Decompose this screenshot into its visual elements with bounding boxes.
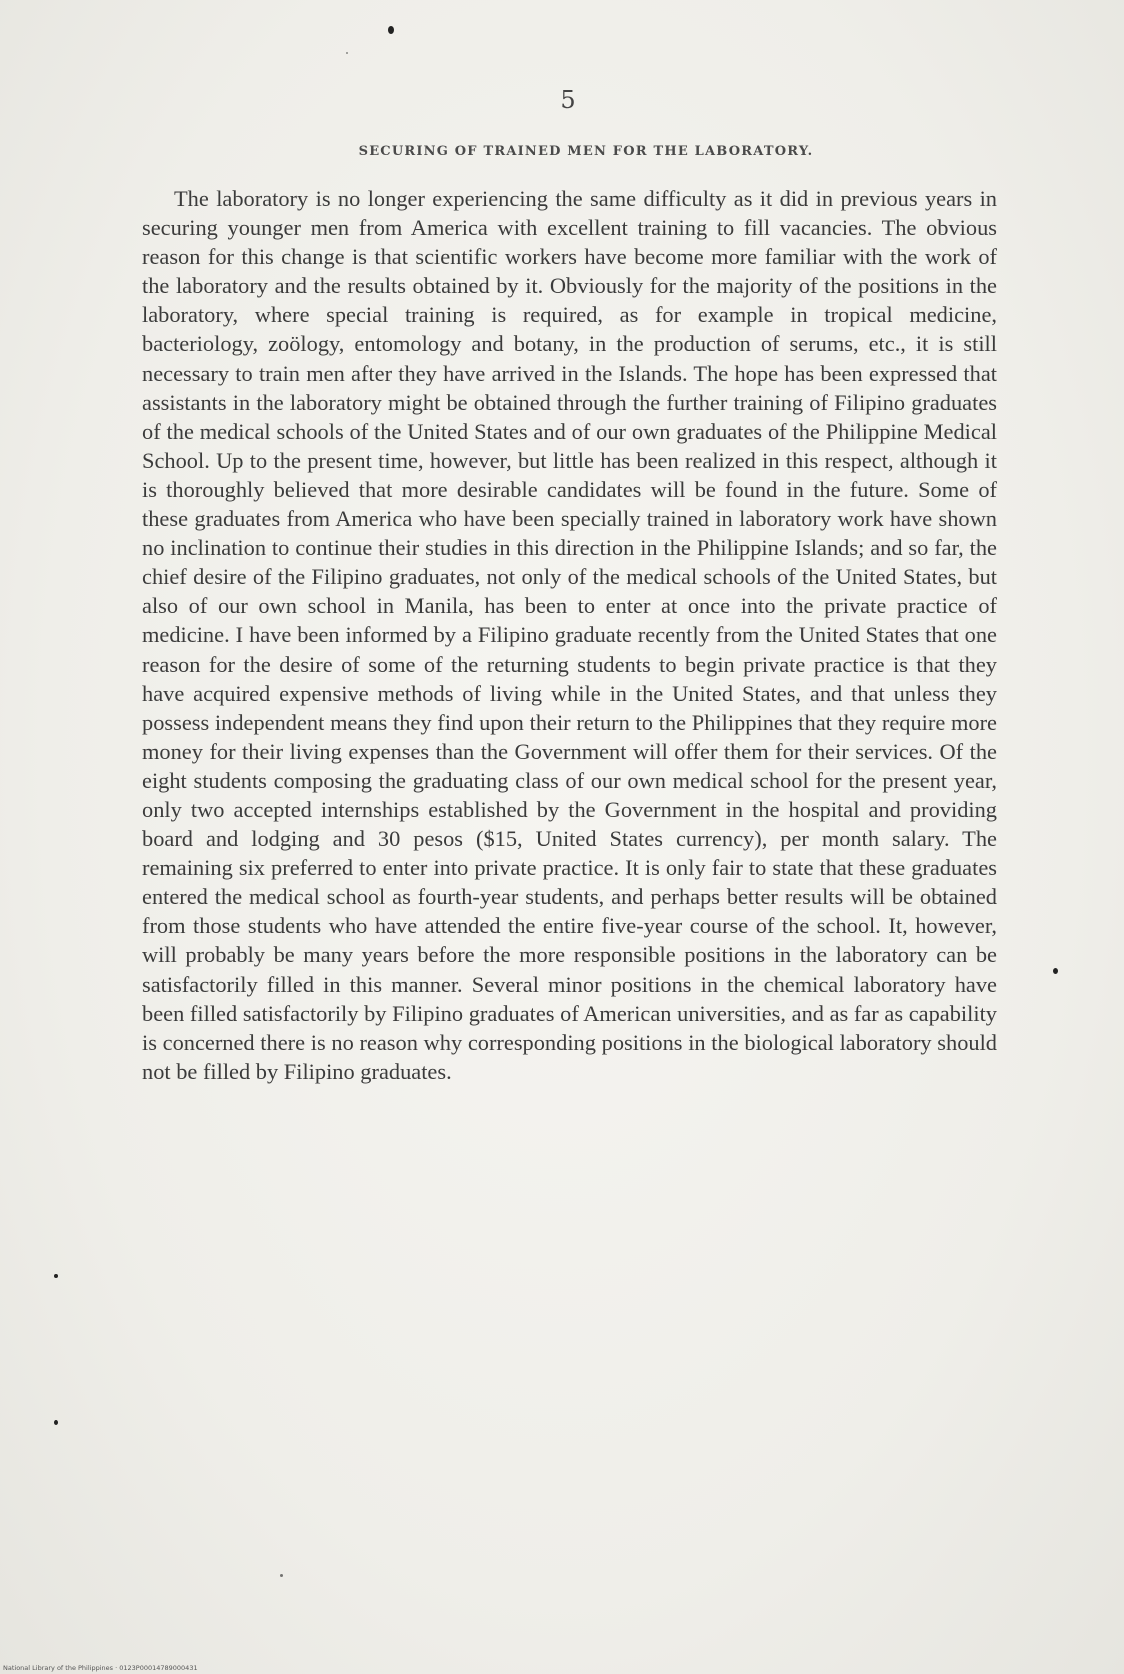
page-number: 5: [560, 86, 576, 114]
ink-speck: [54, 1274, 58, 1278]
ink-speck: [280, 1574, 283, 1577]
ink-speck: [346, 52, 348, 54]
ink-speck: [388, 26, 394, 34]
body-paragraph: The laboratory is no longer experiencing the same difficulty as it did in previous years in securing younger men from America with excellent training to fill vacancies. The obvious reason for this change is that scientific workers have become more familiar with the work of the laboratory and the results obtained by it. Obviously for the majority of the positions in the laboratory, where special training is required, as for example in tropical medicine, bacteriology, zoölogy, entomology and botany, in the production of serums, etc., it is still necessary to train men after they have arrived in the Islands. The hope has been expressed that assistants in the laboratory might be obtained through the further training of Filipino graduates of the medical schools of the United States and of our own graduates of the Philippine Medical School. Up to the present time, however, but little has been realized in this respect, although it is thoroughly believed that more desirable candidates will be found in the future. Some of these graduates from America who have been specially trained in laboratory work have shown no inclination to continue their studies in this direction in the Philippine Islands; and so far, the chief desire of the Filipino graduates, not only of the medical schools of the United States, but also of our own school in Manila, has been to enter at once into the private practice of medicine. I have been informed by a Filipino graduate recently from the United States that one reason for the desire of some of the returning students to begin private practice is that they have acquired expensive methods of living while in the United States, and that unless they possess independent means they find upon their return to the Philippines that they require more money for their living expenses than the Government will offer them for their services. Of the eight students composing the graduating class of our own medical school for the present year, only two accepted internships established by the Government in the hospital and providing board and lodging and 30 pesos ($15, United States currency), per month salary. The remaining six preferred to enter into private practice. It is only fair to state that these graduates entered the medical school as fourth-year students, and perhaps better results will be obtained from those students who have attended the entire five-year course of the school. It, however, will probably be many years before the more responsible positions in the laboratory can be satisfactorily filled in this manner. Several minor positions in the chemical laboratory have been filled satisfactorily by Filipino graduates of American universities, and as far as capability is concerned there is no reason why corresponding positions in the biological laboratory should not be filled by Filipino graduates.: [142, 186, 997, 1084]
section-heading: SECURING OF TRAINED MEN FOR THE LABORATORY.: [358, 144, 814, 159]
archive-footer-note: National Library of the Philippines · 0123P00014789000431: [3, 1664, 198, 1672]
ink-speck: [1053, 968, 1058, 974]
ink-speck: [54, 1420, 58, 1425]
